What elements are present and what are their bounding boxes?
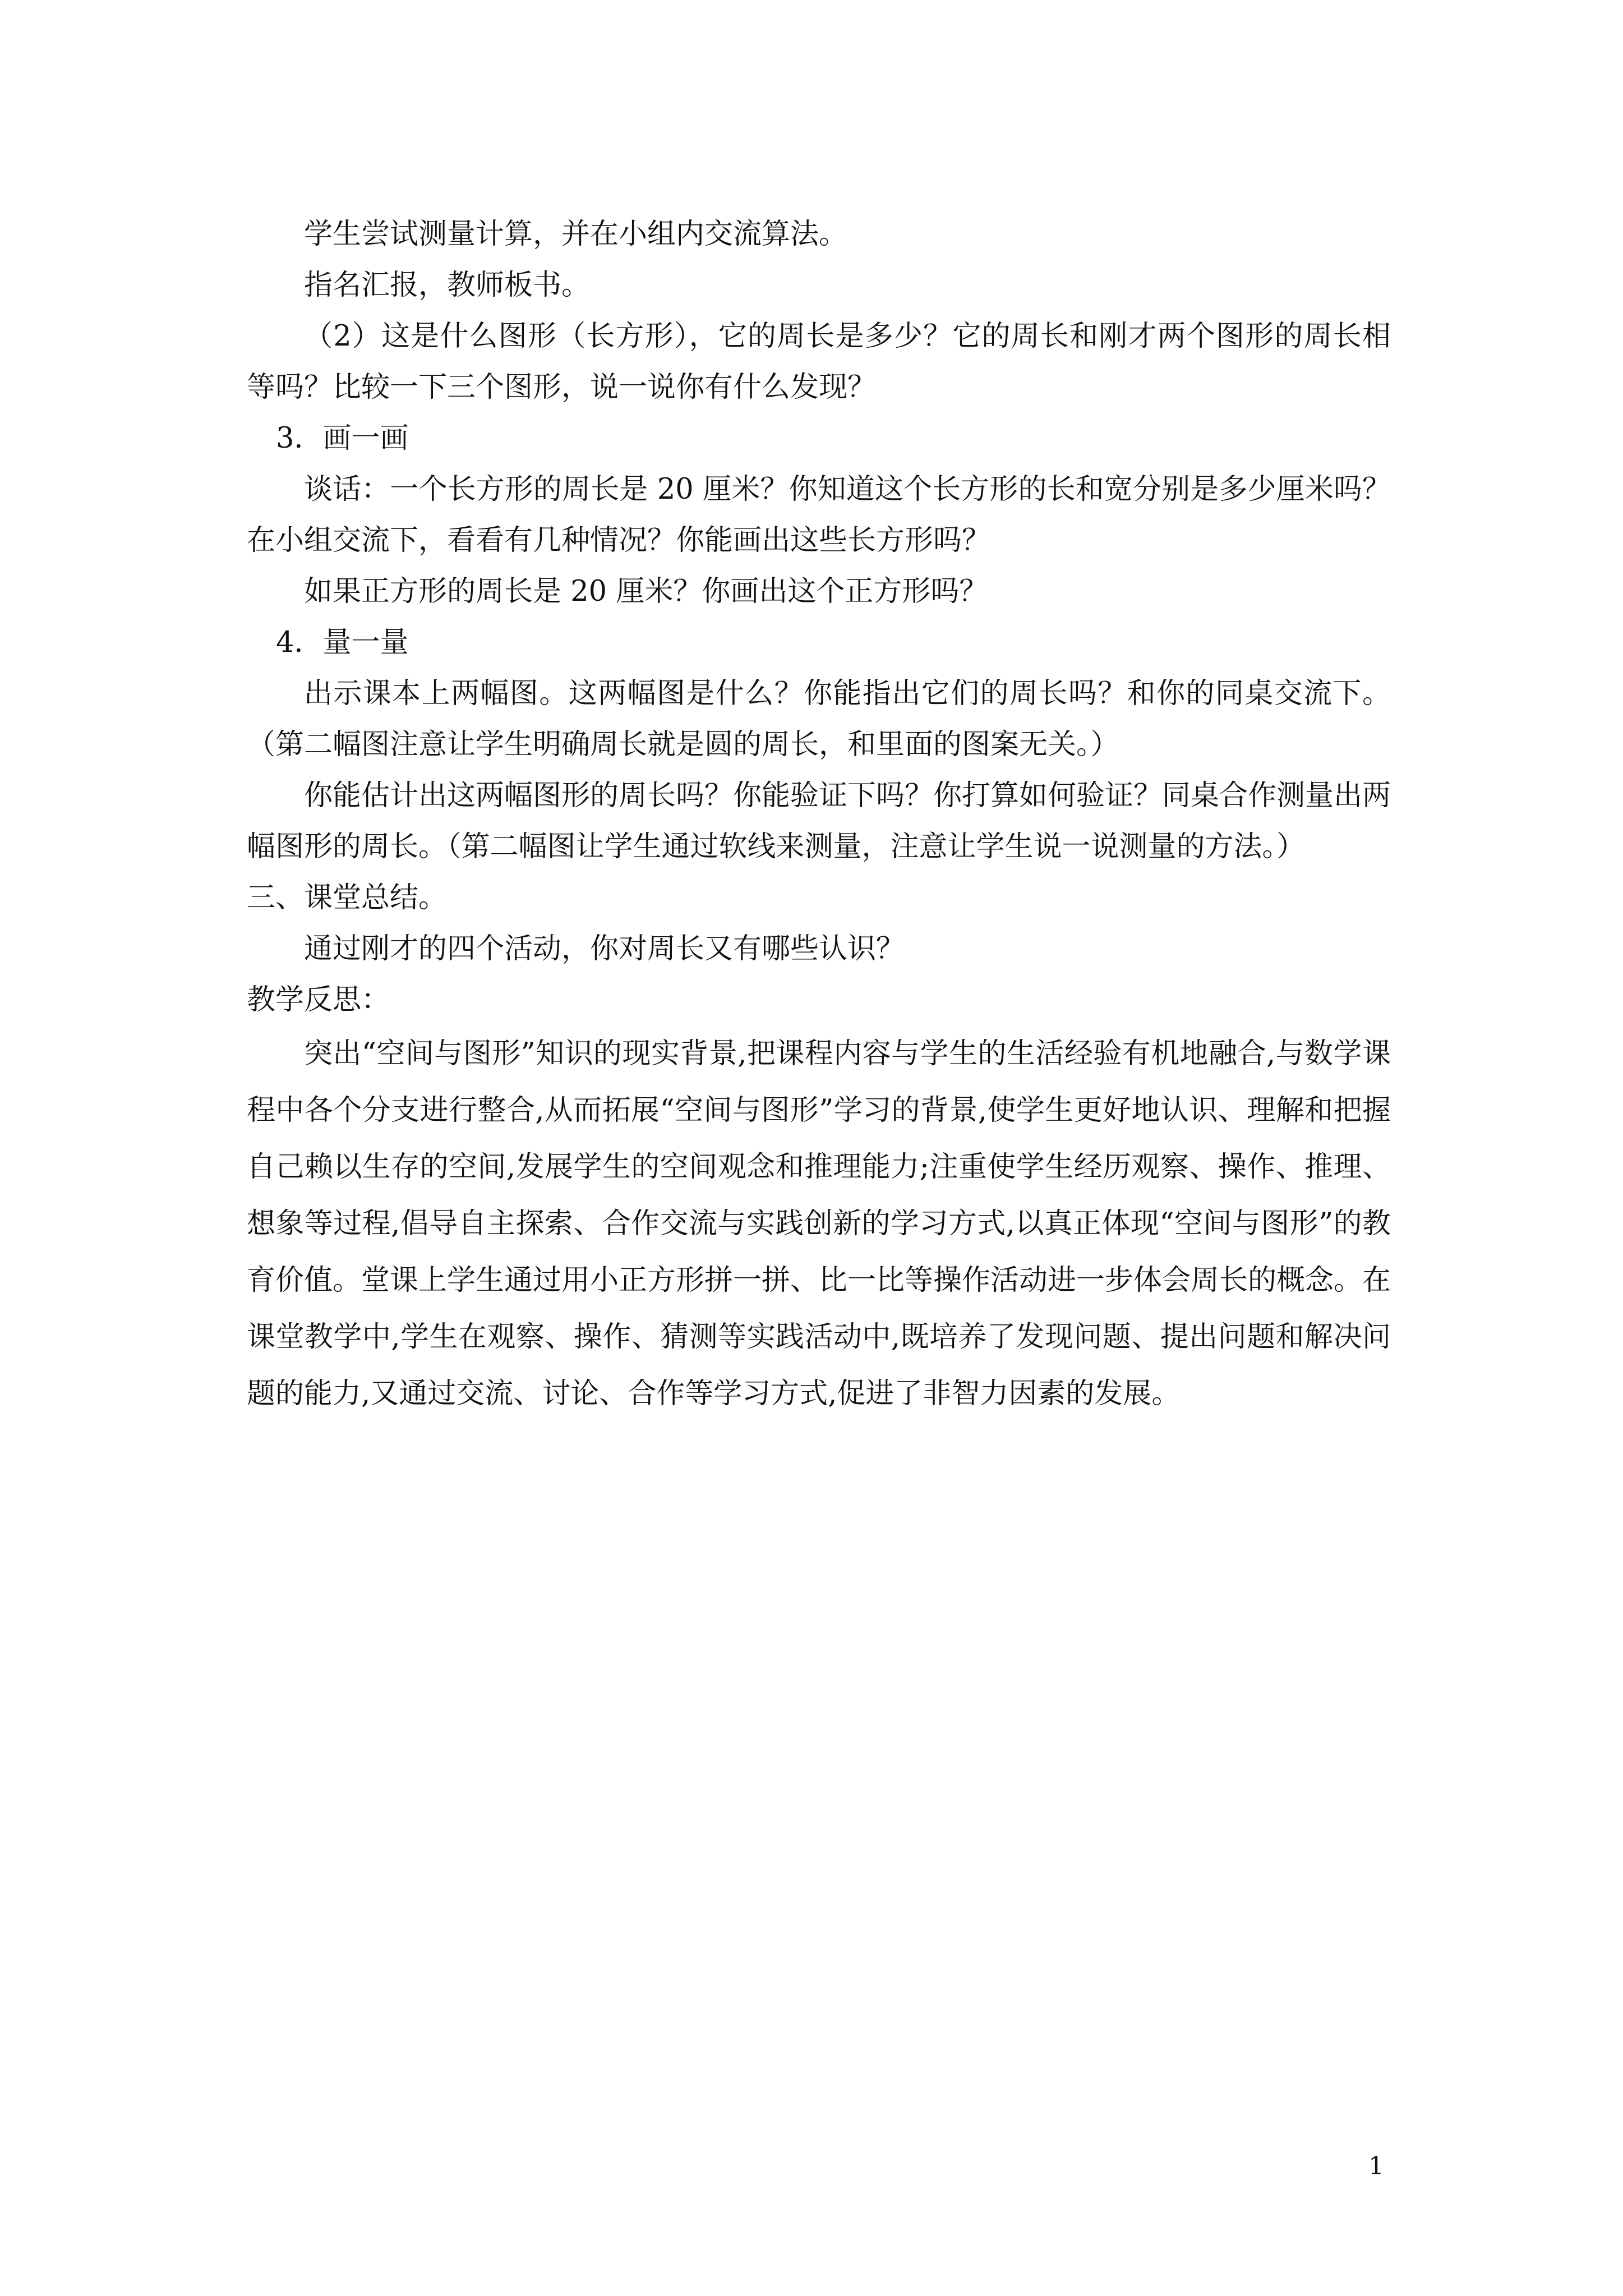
section-heading-summary: 三、课堂总结。: [247, 881, 448, 914]
paragraph-textbook-images: 出示课本上两幅图。这两幅图是什么？你能指出它们的周长吗？和你的同桌交流下。（第二幅图注意让学生明确周长就是圆的周长，和里面的图案无关。）: [247, 677, 1391, 761]
paragraph-summary-question: 通过刚才的四个活动，你对周长又有哪些认识？: [304, 932, 905, 965]
section-heading-reflection: 教学反思：: [247, 983, 390, 1016]
page-number: 1: [1368, 2152, 1384, 2180]
paragraph-report: 指名汇报，教师板书。: [304, 269, 591, 302]
section-heading-measure: 4．量一量: [276, 626, 409, 659]
paragraph-reflection: 突出“空间与图形”知识的现实背景,把课程内容与学生的生活经验有机地融合,与数学课程中各个分支进行整合,从而拓展“空间与图形”学习的背景,使学生更好地认识、理解和把握自己赖以生存的空间,发展学生的空间观念和推理能力;注重使学生经历观察、操作、推理、想象等过程,倡导自主探索、合作交流与实践创新的学习方式,以真正体现“空间与图形”的教育价值。堂课上学生通过用小正方形拼一拼、比一比等操作活动进一步体会周长的概念。在课堂教学中,学生在观察、操作、猜测等实践活动中,既培养了发现问题、提出问题和解决问题的能力,又通过交流、讨论、合作等学习方式,促进了非智力因素的发展。: [247, 1037, 1391, 1410]
paragraph-square-question: 如果正方形的周长是 20 厘米？你画出这个正方形吗？: [304, 575, 988, 608]
paragraph-rectangle-question: （2）这是什么图形（长方形），它的周长是多少？它的周长和刚才两个图形的周长相等吗？比较一下三个图形，说一说你有什么发现？: [247, 320, 1391, 404]
paragraph-talk: 谈话：一个长方形的周长是 20 厘米？你知道这个长方形的长和宽分别是多少厘米吗？在小组交流下，看看有几种情况？你能画出这些长方形吗？: [247, 473, 1391, 557]
section-heading-draw: 3．画一画: [276, 422, 409, 455]
paragraph-measure-attempt: 学生尝试测量计算，并在小组内交流算法。: [304, 218, 848, 251]
paragraph-estimate: 你能估计出这两幅图形的周长吗？你能验证下吗？你打算如何验证？同桌合作测量出两幅图形的周长。（第二幅图让学生通过软线来测量，注意让学生说一说测量的方法。）: [247, 779, 1391, 863]
document-body: [247, 209, 1391, 1422]
